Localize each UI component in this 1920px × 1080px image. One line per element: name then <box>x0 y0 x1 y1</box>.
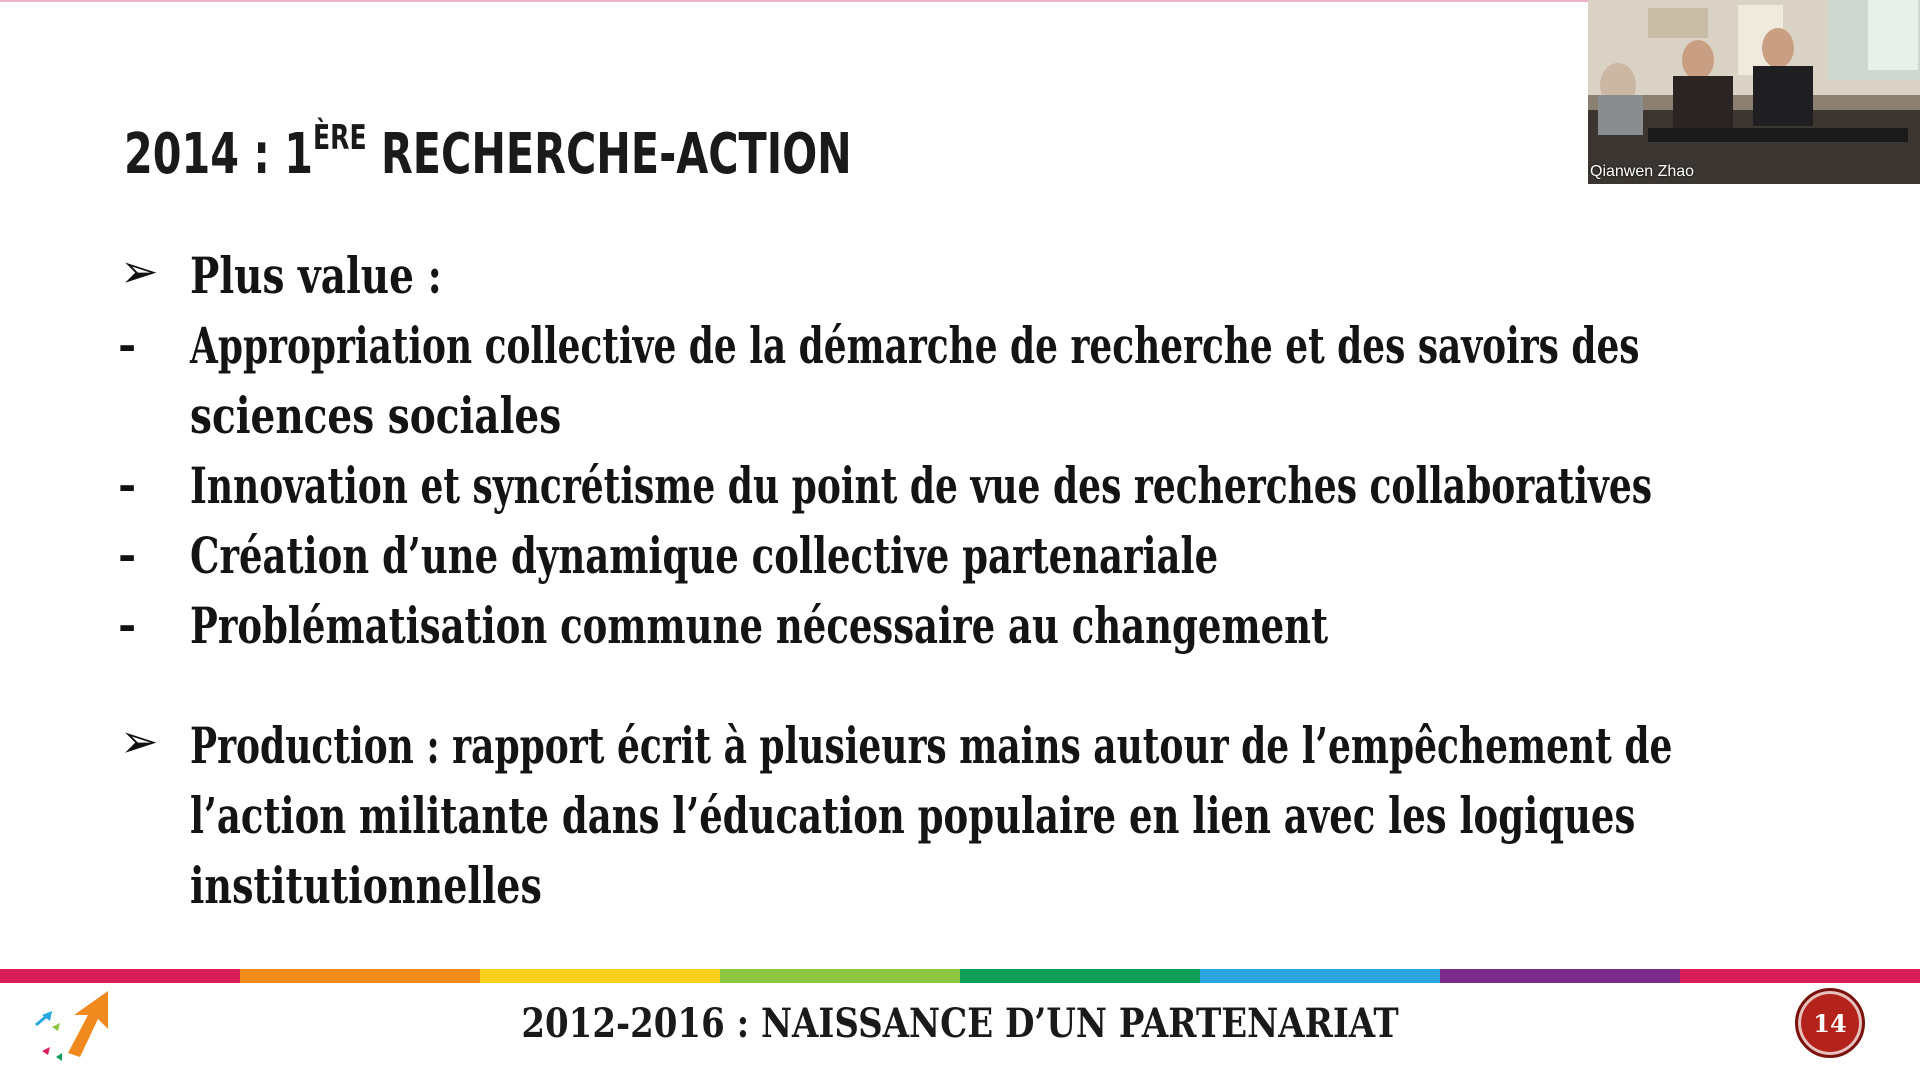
bullet-text: Création d’une dynamique collective partenariale <box>190 526 1219 585</box>
bullet-arrow-icon: ➢ <box>120 714 159 768</box>
bullet-text: Problématisation commune nécessaire au changement <box>190 596 1329 655</box>
bullet-arrow-icon: ➢ <box>120 244 159 298</box>
title-superscript: ÈRE <box>312 118 367 158</box>
production-text: Production : rapport écrit à plusieurs mains autour de l’empêchement de <box>190 716 1673 775</box>
rainbow-segment <box>480 969 720 983</box>
rainbow-segment <box>720 969 960 983</box>
footer-title: 2012-2016 : NAISSANCE D’UN PARTENARIAT <box>521 1000 1399 1047</box>
rainbow-segment <box>0 969 240 983</box>
production-text-continued: l’action militante dans l’éducation populaire en lien avec les logiques <box>190 786 1636 845</box>
slide-title <box>124 118 852 187</box>
rainbow-segment <box>1440 969 1680 983</box>
page-number-badge: 14 <box>1795 988 1865 1058</box>
dash-bullet: - <box>118 600 137 651</box>
participant-name-label: Qianwen Zhao <box>1590 163 1695 180</box>
dash-bullet: - <box>118 460 137 511</box>
participant-video-tile[interactable] <box>1588 0 1920 184</box>
bullet-text: Innovation et syncrétisme du point de vue des recherches collaboratives <box>190 456 1652 515</box>
title-prefix: 2014 : 1 <box>124 122 313 187</box>
bullet-text-continued: sciences sociales <box>190 386 562 445</box>
rainbow-segment <box>1680 969 1920 983</box>
bullet-text: Appropriation collective de la démarche de recherche et des savoirs des <box>190 316 1640 375</box>
dash-bullet: - <box>118 320 137 371</box>
production-text-continued: institutionnelles <box>190 856 542 915</box>
section-heading-plus-value: Plus value : <box>190 246 442 305</box>
rainbow-segment <box>960 969 1200 983</box>
rainbow-segment <box>1200 969 1440 983</box>
title-suffix: RECHERCHE-ACTION <box>380 122 852 187</box>
dash-bullet: - <box>118 530 137 581</box>
rainbow-divider <box>0 969 1920 983</box>
participant-video-feed <box>1588 0 1920 184</box>
organization-logo-icon <box>30 985 130 1065</box>
rainbow-segment <box>240 969 480 983</box>
